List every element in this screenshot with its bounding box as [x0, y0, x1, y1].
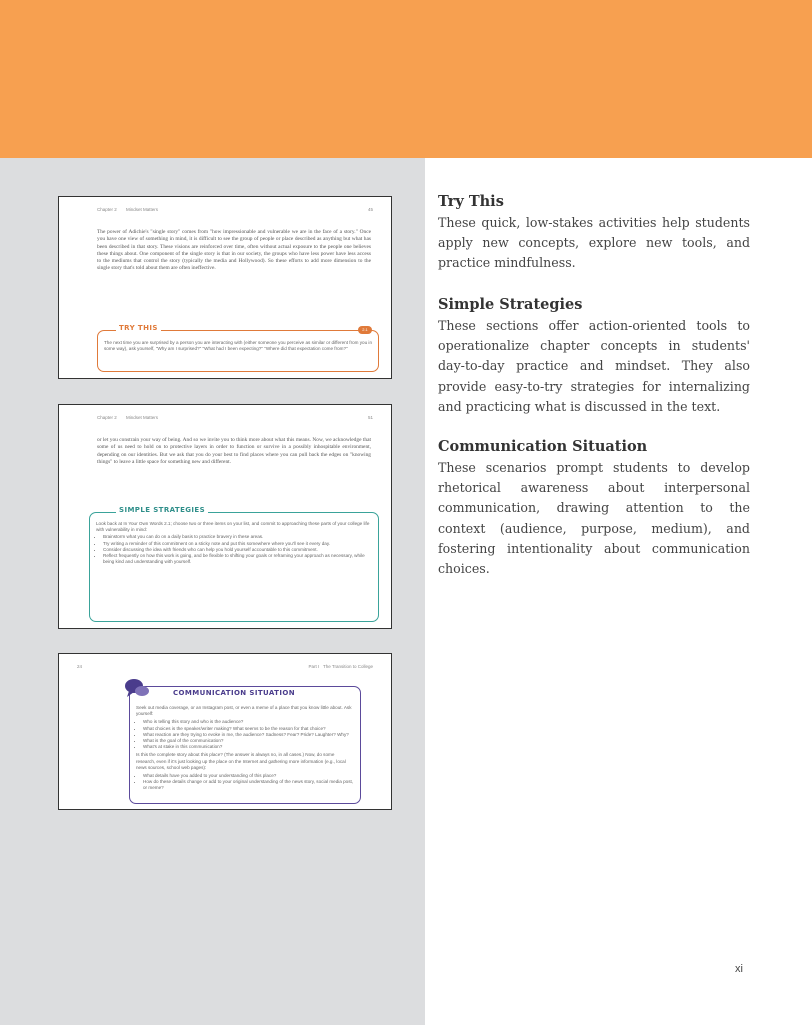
list-item: • Try writing a reminder of this commitment on a sticky note and put this somewhere where you'll see it every day.: [103, 541, 372, 547]
list-item: • What choices is the speaker/writer making? What seems to be the reason for that choice?: [143, 726, 354, 732]
simple-strategies-intro: Look back at In Your Own Words 2.1; choose two or three items on your list, and commit to approaching these parts of your college life with vulnerability in mind:: [96, 521, 370, 533]
list-item: • What is the goal of the communication?: [143, 738, 354, 744]
section-text: These sections offer action-oriented tools to operationalize chapter concepts in students' day-to-day practice and mindset. They also provide easy-to-try strategies for internalizing and practicing what is discussed in the text.: [438, 318, 750, 414]
thumbnail-body-text: The power of Adichie's "single story" comes from "how impressionable and vulnerable we are in the face of a story." Once you have one view of something in mind, it is difficult to see the group of people or place described as anything but what has been described in that story. These visions are reinforced over time, often without actual exposure to the people one believes these things about. One component of the single story is that in our society, the groups who have less power have less access to the mediums that control the story (typically the media and Hollywood). So these efforts to add more dimension to the single story that's told about them are often ineffective.: [97, 229, 371, 272]
list-item: • Brainstorm what you can do on a daily basis to practice bravery in these areas.: [103, 534, 372, 540]
section-text: These scenarios prompt students to develop rhetorical awareness about interpersonal communication, drawing attention to the context (audience, purpose, medium), and fostering intentionality about communication choices.: [438, 460, 750, 577]
section-heading: Try This: [438, 193, 504, 210]
try-this-section: [438, 193, 750, 274]
communication-situation-box-title: COMMUNICATION SITUATION: [173, 689, 295, 697]
communication-intro: Seek out media coverage, or an Instagram post, or even a meme of a place that you know little about. Ask yourself:: [136, 705, 352, 717]
try-this-box-title: TRY THIS: [116, 325, 161, 331]
thumbnail-header: Chapter 2 Mindset Matters 45: [97, 207, 373, 212]
simple-strategies-section: [438, 296, 750, 417]
thumbnail-header: Chapter 2 Mindset Matters 51: [97, 415, 373, 420]
simple-strategies-example-thumbnail: [58, 404, 392, 629]
thumbnail-body-text: or let you constrain your way of being. And so we invite you to think more about what this means. Now, we acknowledge that some of us need to hold on to protective layers in order to function or survive in a possibly inhospitable environment, depending on our identities. But we ask that you do your best to find places where you can pull back the edges on "knowing things" to leave a little space for something new and different.: [97, 437, 371, 465]
try-this-box: [97, 324, 379, 372]
section-heading: Communication Situation: [438, 438, 648, 455]
simple-strategies-box-title: SIMPLE STRATEGIES: [116, 507, 208, 513]
thumbnail-header: 24 Part I The Transition to College: [77, 664, 373, 669]
communication-mid-text: Is this the complete story about this place? (The answer is always no, in all cases.) Now, do some research, even if it's just looking up the place on the Internet and gathering more information (e.g., local news sources, school web pages):: [136, 752, 346, 770]
communication-situation-example-thumbnail: [58, 653, 392, 810]
communication-list: [136, 719, 354, 750]
section-text: These quick, low-stakes activities help students apply new concepts, explore new tools, and practice mindfulness.: [438, 215, 750, 271]
try-this-example-thumbnail: [58, 196, 392, 379]
list-item: • What reaction are they trying to evoke in me, the audience? Sadness? Fear? Pride? Laughter? Why?: [143, 732, 354, 738]
simple-strategies-list: [96, 534, 372, 565]
list-item: • How do these details change or add to your original understanding of the news story, social media post, or meme?: [143, 779, 354, 791]
page-number: xi: [735, 963, 743, 975]
list-item: • Who is telling this story and who is the audience?: [143, 719, 354, 725]
communication-situation-section: [438, 438, 750, 579]
list-item: • Reflect frequently on how this work is going, and be flexible to shifting your goals or reframing your approach as necessary, while being kind and understanding with yourself.: [103, 553, 372, 565]
section-heading: Simple Strategies: [438, 296, 583, 313]
list-item: • Consider discussing the idea with friends who can help you hold yourself accountable to this commitment.: [103, 547, 372, 553]
try-this-badge: 2.1: [358, 326, 372, 334]
description-panel: [425, 158, 812, 1025]
list-item: • What details have you added to your understanding of this place?: [143, 773, 354, 779]
communication-situation-box: [129, 686, 361, 804]
orange-header-band: [0, 0, 812, 158]
list-item: • What's at stake in this communication?: [143, 744, 354, 750]
simple-strategies-box: [89, 506, 379, 622]
speech-bubbles-icon: [124, 677, 150, 699]
communication-list-2: [136, 773, 354, 792]
try-this-box-text: The next time you are surprised by a person you are interacting with (either someone you perceive as similar or different from you in some way), ask yourself, "Why am I surprised?" "What had I been expecting?" "Where did that expectation come from?": [104, 340, 373, 352]
